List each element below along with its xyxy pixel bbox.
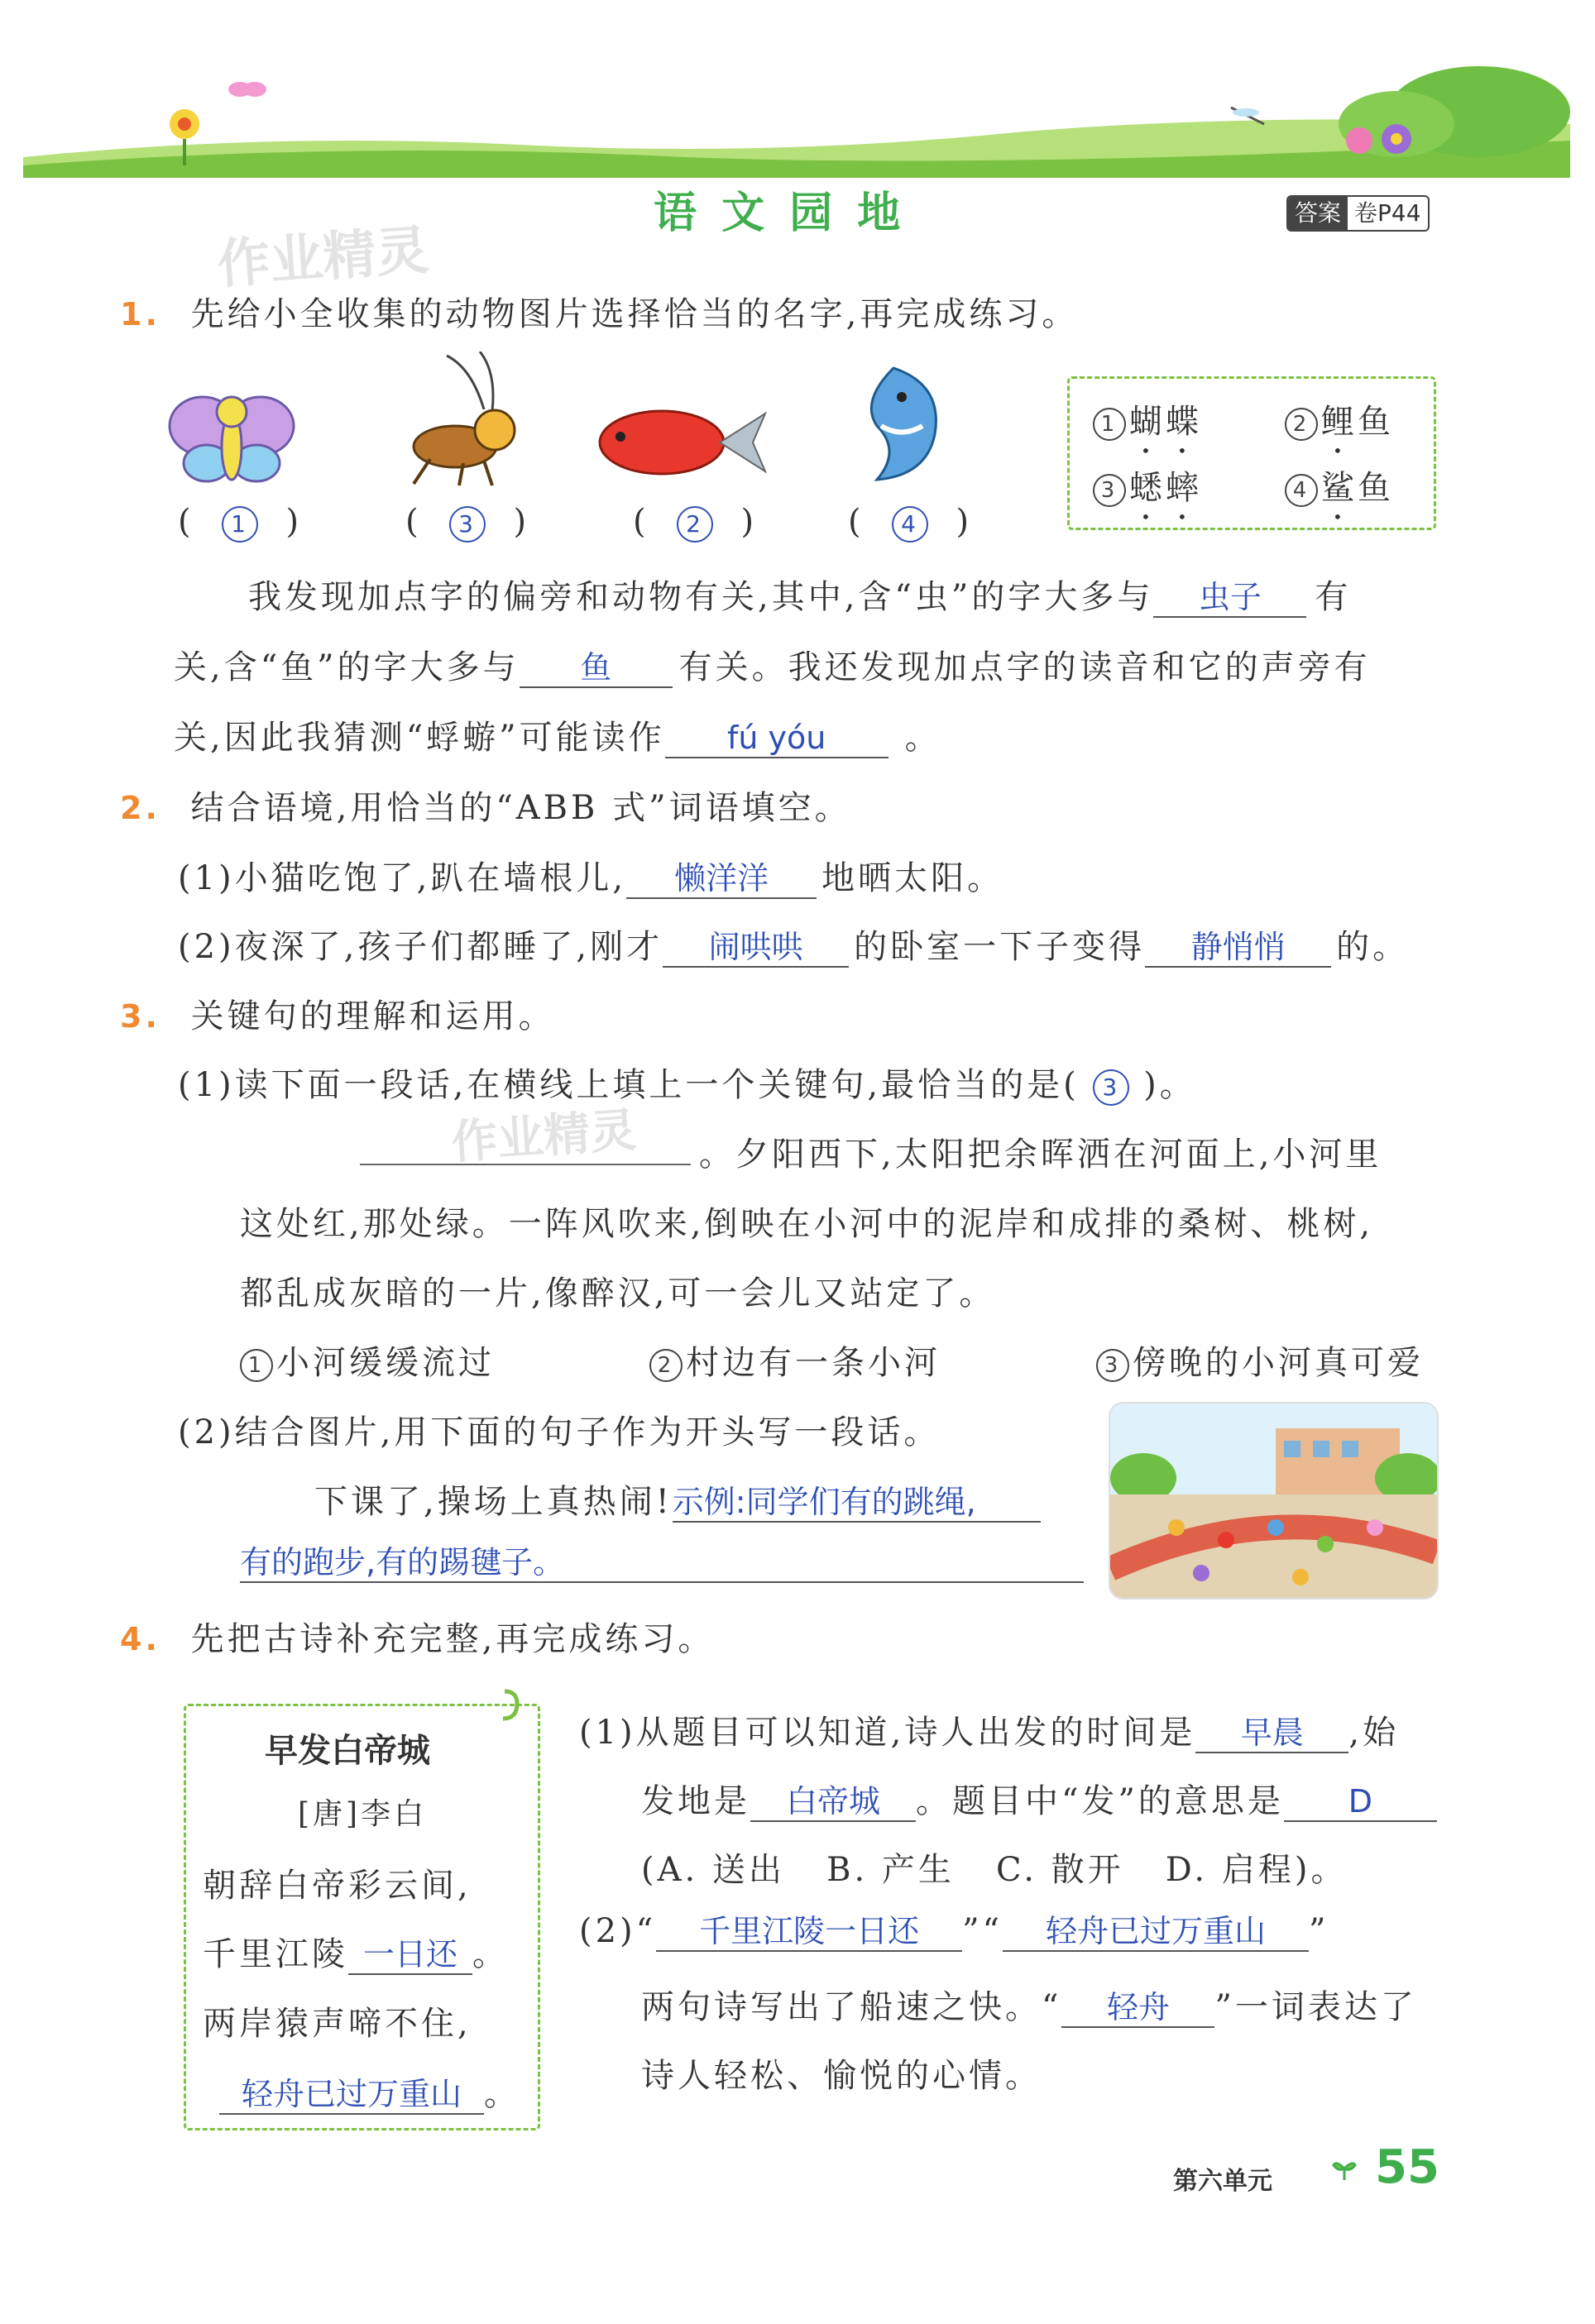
- answer-circle: 3: [449, 506, 486, 543]
- text: ”一词表达了: [1214, 1988, 1417, 2026]
- q2-number: 2.: [120, 790, 160, 826]
- watermark-mid: 作业精灵: [449, 1103, 639, 1170]
- q2-sentence1: [178, 852, 1003, 899]
- unit-label: 第六单元: [1173, 2167, 1272, 2196]
- page-number: 55: [1375, 2140, 1439, 2194]
- q4-s1-line2: [641, 1775, 1437, 1822]
- blank-poem-line4[interactable]: 轻舟已过万重山: [219, 2075, 484, 2115]
- text: 的。: [1336, 928, 1410, 966]
- text: 两句诗写出了船速之快。“: [641, 1988, 1062, 2026]
- leaf-icon: [1332, 2157, 1357, 2182]
- q4-prompt-text: 先把古诗补充完整,再完成练习。: [190, 1620, 715, 1658]
- name-char-dotted: 蝶: [1166, 403, 1202, 441]
- text: (1)小猫吃饱了,趴在墙根儿,: [178, 859, 627, 897]
- poem-title: 早发白帝城: [265, 1732, 430, 1770]
- name-char: 鱼: [1358, 403, 1394, 441]
- poem-line2: [203, 1928, 509, 1975]
- answer-circle: 4: [892, 506, 928, 543]
- playground-image: [1109, 1402, 1439, 1600]
- q3-part1: [178, 1059, 1196, 1106]
- answer-carp[interactable]: ( 2 ): [633, 503, 758, 541]
- text: 千里江陵: [203, 1935, 348, 1973]
- carp-icon: [596, 397, 769, 488]
- blank-insects[interactable]: 虫子: [1153, 578, 1306, 618]
- q3-option: [1096, 1337, 1424, 1384]
- option-number: 2: [649, 1349, 683, 1382]
- q4-s1-options: [641, 1843, 1347, 1891]
- q1-prompt: [120, 288, 1078, 335]
- q3-writing-line1: [314, 1475, 1041, 1523]
- text: 小河缓缓流过: [276, 1344, 495, 1382]
- butterfly-decor-icon: [228, 82, 266, 97]
- q1-number: 1.: [120, 296, 160, 332]
- text: 关,含“鱼”的字大多与: [174, 648, 520, 686]
- text: (1)读下面一段话,在横线上填上一个关键句,最恰当的是(: [178, 1066, 1080, 1104]
- text: 。: [904, 719, 941, 757]
- option-number: 3: [1096, 1349, 1129, 1382]
- text: 都乱成灰暗的一片,像醉汉,可一会儿又站定了。: [240, 1274, 996, 1313]
- blank-pinyin[interactable]: fú yóu: [665, 719, 889, 758]
- text: 这处红,那处绿。一阵风吹来,倒映在小河中的泥岸和成排的桑树、桃树,: [240, 1205, 1374, 1243]
- answer-circle[interactable]: 3: [1093, 1069, 1129, 1106]
- blank-poem-line2[interactable]: 一日还: [348, 1935, 472, 1975]
- text: 有: [1315, 578, 1352, 616]
- name-char-dotted: 鲨: [1321, 469, 1358, 507]
- text: 村边有一条小河: [686, 1344, 941, 1382]
- shark-icon: [844, 360, 951, 484]
- name-item: [1285, 461, 1394, 527]
- q3-para1: [360, 1128, 1382, 1175]
- text: 。: [484, 2075, 520, 2113]
- answer-shark[interactable]: ( 4 ): [848, 503, 973, 541]
- poem-line4: [219, 2068, 520, 2115]
- q3-option: [240, 1337, 495, 1384]
- q3-option: [649, 1337, 941, 1384]
- blank-key-sentence[interactable]: [360, 1164, 691, 1165]
- q4-s2-line2: [641, 1981, 1417, 2028]
- name-item: [1285, 395, 1394, 461]
- cricket-icon: [405, 351, 529, 488]
- name-number: 2: [1285, 408, 1318, 441]
- text: 发地是: [641, 1782, 750, 1820]
- names-box: [1067, 376, 1436, 530]
- answer-circle: 1: [222, 506, 258, 543]
- name-char-dotted: 蟋: [1129, 469, 1166, 507]
- q3-writing-line2: [240, 1543, 1084, 1583]
- q3-part2: [178, 1406, 940, 1453]
- text: 。: [472, 1935, 509, 1973]
- answer-tag-label: 答案: [1288, 197, 1348, 230]
- name-char: 鱼: [1358, 469, 1394, 507]
- blank-place[interactable]: 白帝城: [750, 1782, 916, 1822]
- q2-prompt-text: 结合语境,用恰当的“ABB 式”词语填空。: [190, 789, 851, 827]
- name-number: 3: [1093, 474, 1126, 507]
- name-char-dotted: 蟀: [1166, 469, 1202, 507]
- q3-prompt: [120, 990, 555, 1037]
- q1-para-line2: [174, 641, 1371, 688]
- blank-word[interactable]: 轻舟: [1061, 1988, 1214, 2028]
- text: 。题目中“发”的意思是: [916, 1782, 1284, 1820]
- blank-abb-1[interactable]: 懒洋洋: [626, 859, 817, 899]
- text: (2)“: [579, 1912, 657, 1950]
- blank-verse-1[interactable]: 千里江陵一日还: [656, 1912, 962, 1952]
- q4-s2-line3: [641, 2049, 1042, 2097]
- poem-box: [184, 1704, 540, 2130]
- q3-para3: [240, 1267, 995, 1314]
- poem-line3: 两岸猿声啼不住,: [203, 2005, 472, 2043]
- answer-cricket[interactable]: ( 3 ): [405, 503, 530, 541]
- option-number: 1: [240, 1349, 273, 1382]
- text: 下课了,操场上真热闹!: [314, 1483, 673, 1521]
- blank-verse-2[interactable]: 轻舟已过万重山: [1003, 1912, 1309, 1952]
- blank-abb-3[interactable]: 静悄悄: [1145, 928, 1331, 968]
- name-char-dotted: 鲤: [1321, 403, 1358, 441]
- answer-butterfly[interactable]: ( 1 ): [178, 503, 303, 541]
- name-number: 4: [1285, 474, 1318, 507]
- text: 诗人轻松、愉悦的心情。: [641, 2057, 1042, 2095]
- q2-prompt: [120, 782, 851, 829]
- blank-fish[interactable]: 鱼: [520, 648, 673, 688]
- name-number: 1: [1093, 408, 1126, 441]
- name-item: [1093, 395, 1202, 461]
- corner-hook-icon: [496, 1687, 521, 1724]
- poem-line1: 朝辞白帝彩云间,: [203, 1867, 472, 1905]
- name-item: [1093, 461, 1202, 527]
- text: 地晒太阳。: [821, 859, 1004, 897]
- answer-tag-ref: 卷P44: [1354, 199, 1421, 227]
- q1-prompt-text: 先给小全收集的动物图片选择恰当的名字,再完成练习。: [190, 295, 1079, 333]
- q4-prompt: [120, 1613, 714, 1660]
- text: (A. 送出 B. 产生 C. 散开 D. 启程)。: [641, 1851, 1348, 1889]
- writing-line-1[interactable]: 示例:同学们有的跳绳,: [673, 1483, 1041, 1523]
- writing-line-2[interactable]: 有的跑步,有的踢毽子。: [240, 1543, 1084, 1583]
- q2-sentence2: [178, 921, 1409, 968]
- page-title: 语 文 园 地: [654, 189, 906, 238]
- q3-prompt-text: 关键句的理解和运用。: [190, 997, 555, 1035]
- butterfly-icon: [165, 380, 298, 488]
- blank-meaning[interactable]: D: [1284, 1782, 1437, 1822]
- text: ”“: [962, 1912, 1003, 1950]
- text: (2)夜深了,孩子们都睡了,刚才: [178, 928, 663, 966]
- answer-circle: 2: [677, 506, 713, 543]
- text: ,始: [1348, 1714, 1400, 1752]
- text: (2)结合图片,用下面的句子作为开头写一段话。: [178, 1413, 941, 1451]
- text: )。: [1143, 1066, 1196, 1104]
- answer-tag: [1286, 195, 1430, 232]
- name-char-dotted: 蝴: [1129, 403, 1166, 441]
- q4-s1-line1: [579, 1706, 1399, 1753]
- header-banner: [23, 33, 1570, 182]
- q3-para2: [240, 1198, 1373, 1245]
- q3-number: 3.: [120, 998, 160, 1035]
- q1-para-line3: [174, 711, 941, 758]
- text: ”: [1309, 1912, 1329, 1950]
- text: 。夕阳西下,太阳把余晖洒在河面上,小河里: [699, 1136, 1382, 1174]
- poem-author: [唐]李白: [298, 1797, 428, 1831]
- blank-time[interactable]: 早晨: [1195, 1714, 1348, 1753]
- text: 我发现加点字的偏旁和动物有关,其中,含“虫”的字大多与: [248, 578, 1154, 616]
- q4-number: 4.: [120, 1621, 160, 1657]
- q4-s2-line1: [579, 1912, 1329, 1952]
- watermark: 作业精灵: [215, 220, 431, 296]
- text: 傍晚的小河真可爱: [1133, 1344, 1424, 1382]
- text: 的卧室一下子变得: [854, 928, 1146, 966]
- text: 关,因此我猜测“蜉蝣”可能读作: [174, 719, 665, 757]
- q1-para-line1: [248, 571, 1351, 618]
- text: 有关。我还发现加点字的读音和它的声旁有: [678, 648, 1371, 686]
- blank-abb-2[interactable]: 闹哄哄: [663, 928, 849, 968]
- text: (1)从题目可以知道,诗人出发的时间是: [579, 1714, 1196, 1752]
